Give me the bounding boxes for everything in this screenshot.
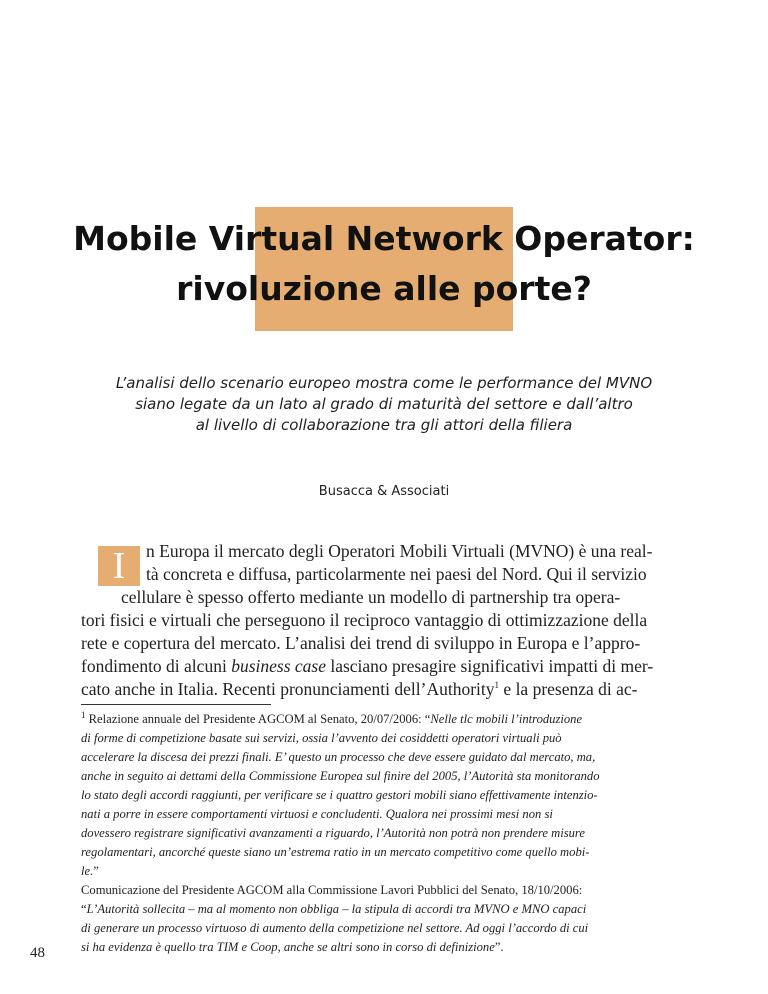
footnote-separator xyxy=(81,704,271,705)
body-text-run: fondimento di alcuni xyxy=(81,656,232,676)
footnote-italic-run: Nelle tlc mobili l’introduzione xyxy=(430,712,583,726)
footnote-line xyxy=(81,862,685,881)
article-author: Busacca & Associati xyxy=(318,484,450,499)
body-line: tori fisici e virtuali che perseguono il reciproco vantaggio di ottimizzazione della xyxy=(81,610,648,630)
subtitle-line: siano legate da un lato al grado di maturità del settore e dall’altro xyxy=(135,395,633,413)
footnote xyxy=(81,710,685,957)
footnote-line xyxy=(81,900,685,919)
footnote-line xyxy=(81,710,685,729)
footnote-text-run: ”. xyxy=(494,940,504,954)
footnote-line: di forme di competizione basate sui servizi, ossia l’avvento dei cosiddetti operatori virtuali può xyxy=(81,731,562,745)
body-text-run: e la presenza di ac- xyxy=(499,679,638,699)
footnote-line: regolamentari, ancorché queste siano un’estrema ratio in un mercato competitivo come quello mobi- xyxy=(81,845,590,859)
body-line: n Europa il mercato degli Operatori Mobili Virtuali (MVNO) è una real- xyxy=(146,541,653,561)
subtitle-line: L’analisi dello scenario europeo mostra come le performance del MVNO xyxy=(115,374,653,392)
article-subtitle xyxy=(90,373,678,436)
footnote-italic-run: si ha evidenza è quello tra TIM e Coop, anche se altri sono in corso di definizione xyxy=(81,940,495,954)
body-line xyxy=(81,655,653,678)
footnote-italic-run: le. xyxy=(81,864,94,878)
body-line: rete e copertura del mercato. L’analisi dei trend di sviluppo in Europa e l’appro- xyxy=(81,633,641,653)
footnote-text-run: Relazione annuale del Presidente AGCOM al Senato, 20/07/2006: “ xyxy=(85,712,431,726)
footnote-line: Comunicazione del Presidente AGCOM alla Commissione Lavori Pubblici del Senato, 18/10/2006: xyxy=(81,883,583,897)
footnote-line: anche in seguito ai dettami della Commissione Europea sul finire del 2005, l’Autorità sta monitorando xyxy=(81,769,600,783)
page-number: 48 xyxy=(30,945,45,961)
body-line: cellulare è spesso offerto mediante un modello di partnership tra opera- xyxy=(121,587,621,607)
article-title-line-2: rivoluzione alle porte? xyxy=(176,269,592,308)
footnote-marker: 1 xyxy=(81,709,86,720)
footnote-line: di generare un processo virtuoso di aumento della competizione nel settore. Ad oggi l’accordo di cui xyxy=(81,921,589,935)
footnote-reference[interactable]: 1 xyxy=(494,680,500,691)
footnote-line xyxy=(81,938,685,957)
footnote-italic-run: L’Autorità sollecita – ma al momento non obbliga – la stipula di accordi tra MVNO e MNO capaci xyxy=(86,902,587,916)
body-line xyxy=(81,678,638,701)
footnote-line: dovessero registrare significativi avanzamenti a riguardo, l’Autorità non potrà non prendere misure xyxy=(81,826,585,840)
footnote-line: lo stato degli accordi raggiunti, per verificare se i quattro gestori mobili siano effettivamente intenzio- xyxy=(81,788,598,802)
footnote-line: nati a porre in essere comportamenti virtuosi e concludenti. Qualora nei prossimi mesi non si xyxy=(81,807,553,821)
article-title-line-1: Mobile Virtual Network Operator: xyxy=(73,219,695,258)
drop-cap: I xyxy=(98,546,140,586)
footnote-text-run: “ xyxy=(81,902,87,916)
body-text-run: cato anche in Italia. Recenti pronunciamenti dell’Authority xyxy=(81,679,495,699)
footnote-line: accelerare la discesa dei prezzi finali. E’ questo un processo che deve essere guidato dal mercato, ma, xyxy=(81,750,596,764)
body-italic-run: business case xyxy=(231,656,326,676)
body-text-run: lasciano presagire significativi impatti di mer- xyxy=(325,656,654,676)
subtitle-line: al livello di collaborazione tra gli attori della filiera xyxy=(195,416,573,434)
body-line: tà concreta e diffusa, particolarmente nei paesi del Nord. Qui il servizio xyxy=(146,564,647,584)
footnote-text-run: ” xyxy=(93,864,99,878)
